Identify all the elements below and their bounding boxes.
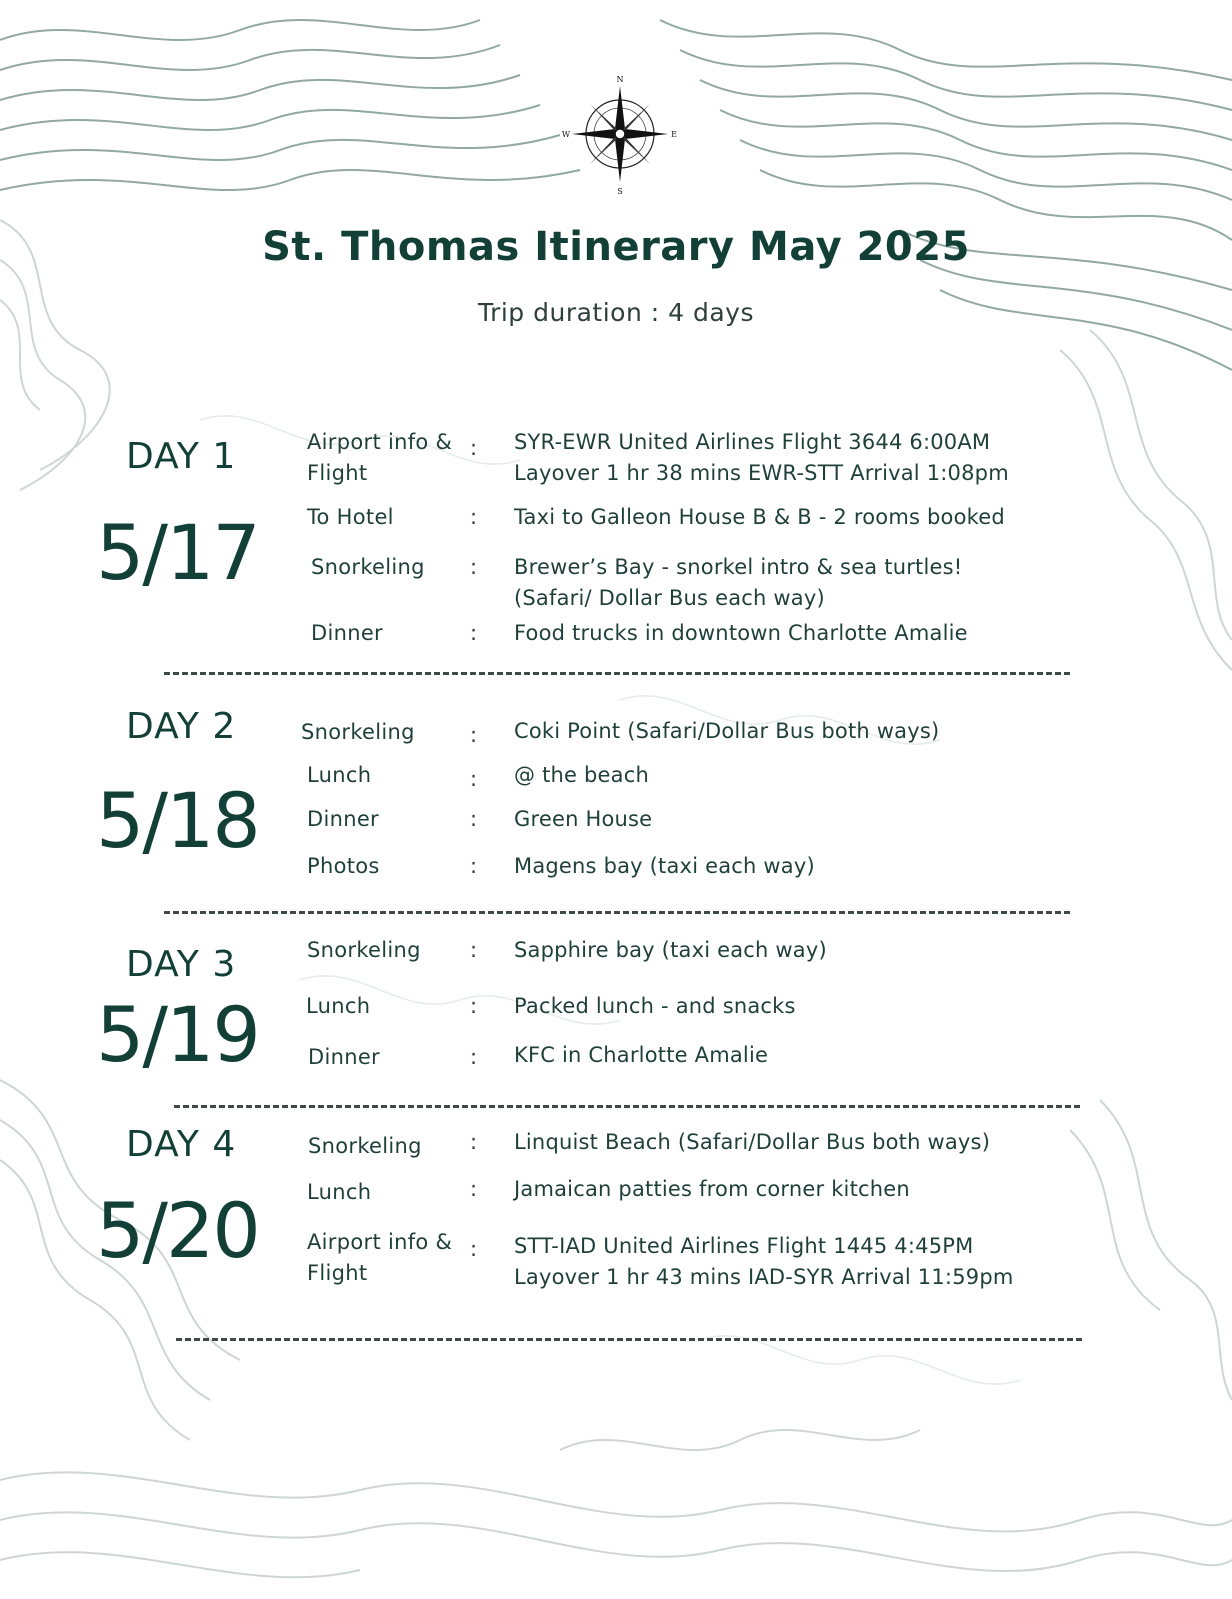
item-label: Lunch (306, 994, 371, 1018)
item-separator: : (470, 807, 478, 831)
day-label: DAY 1 (126, 436, 237, 477)
item-label: Snorkeling (307, 938, 421, 962)
item-label: Lunch (307, 1180, 372, 1204)
dashed-divider (176, 1338, 1082, 1341)
item-separator: : (470, 1045, 478, 1069)
item-separator: : (470, 854, 478, 878)
item-value: Magens bay (taxi each way) (514, 854, 815, 878)
item-separator: : (470, 555, 478, 579)
item-value: Brewer’s Bay - snorkel intro & sea turtles! (Safari/ Dollar Bus each way) (514, 555, 963, 610)
item-value: Packed lunch - and snacks (514, 994, 796, 1018)
item-label: Snorkeling (311, 555, 425, 579)
day-label: DAY 2 (126, 706, 237, 747)
item-label: Photos (307, 854, 380, 878)
item-value: Green House (514, 807, 653, 831)
item-value: KFC in Charlotte Amalie (514, 1043, 769, 1067)
item-label: Snorkeling (308, 1134, 422, 1158)
compass-rose-icon (562, 72, 678, 196)
item-label: Dinner (307, 807, 379, 831)
item-value: @ the beach (514, 763, 649, 787)
compass-n: N (616, 75, 624, 84)
item-value: Jamaican patties from corner kitchen (514, 1177, 910, 1201)
day-date: 5/19 (96, 990, 259, 1079)
day-date: 5/18 (96, 776, 259, 865)
item-separator: : (470, 994, 478, 1018)
trip-duration: Trip duration : 4 days (477, 298, 754, 327)
day-date: 5/17 (96, 508, 259, 597)
item-label: Lunch (307, 763, 372, 787)
item-separator: : (470, 436, 478, 460)
item-label: To Hotel (307, 505, 394, 529)
item-value: Taxi to Galleon House B & B - 2 rooms booked (514, 505, 1005, 529)
page-title: St. Thomas Itinerary May 2025 (262, 224, 970, 270)
compass-e: E (671, 130, 677, 139)
dashed-divider (164, 672, 1070, 675)
item-value: Coki Point (Safari/Dollar Bus both ways) (514, 719, 940, 743)
day-label: DAY 4 (126, 1124, 237, 1165)
day-label: DAY 3 (126, 944, 237, 985)
item-separator: : (470, 505, 478, 529)
item-label: Dinner (311, 621, 383, 645)
item-separator: : (470, 938, 478, 962)
item-separator: : (470, 1130, 478, 1154)
item-value: Food trucks in downtown Charlotte Amalie (514, 621, 968, 645)
day-date: 5/20 (96, 1186, 259, 1275)
item-separator: : (470, 723, 478, 747)
dashed-divider (164, 911, 1070, 914)
compass-w: W (562, 130, 571, 139)
item-label: Airport info & Flight (307, 430, 453, 485)
item-value: SYR-EWR United Airlines Flight 3644 6:00AM Layover 1 hr 38 mins EWR-STT Arrival 1:08pm (514, 430, 1009, 485)
item-separator: : (470, 1177, 478, 1201)
item-value: Sapphire bay (taxi each way) (514, 938, 827, 962)
dashed-divider (174, 1105, 1080, 1108)
item-label: Dinner (308, 1045, 380, 1069)
item-separator: : (470, 767, 478, 791)
item-value: Linquist Beach (Safari/Dollar Bus both ways) (514, 1130, 991, 1154)
item-separator: : (470, 1237, 478, 1261)
compass-s: S (617, 187, 623, 196)
item-label: Airport info & Flight (307, 1230, 453, 1285)
item-label: Snorkeling (301, 720, 415, 744)
item-value: STT-IAD United Airlines Flight 1445 4:45PM Layover 1 hr 43 mins IAD-SYR Arrival 11:59pm (514, 1234, 1014, 1289)
item-separator: : (470, 621, 478, 645)
